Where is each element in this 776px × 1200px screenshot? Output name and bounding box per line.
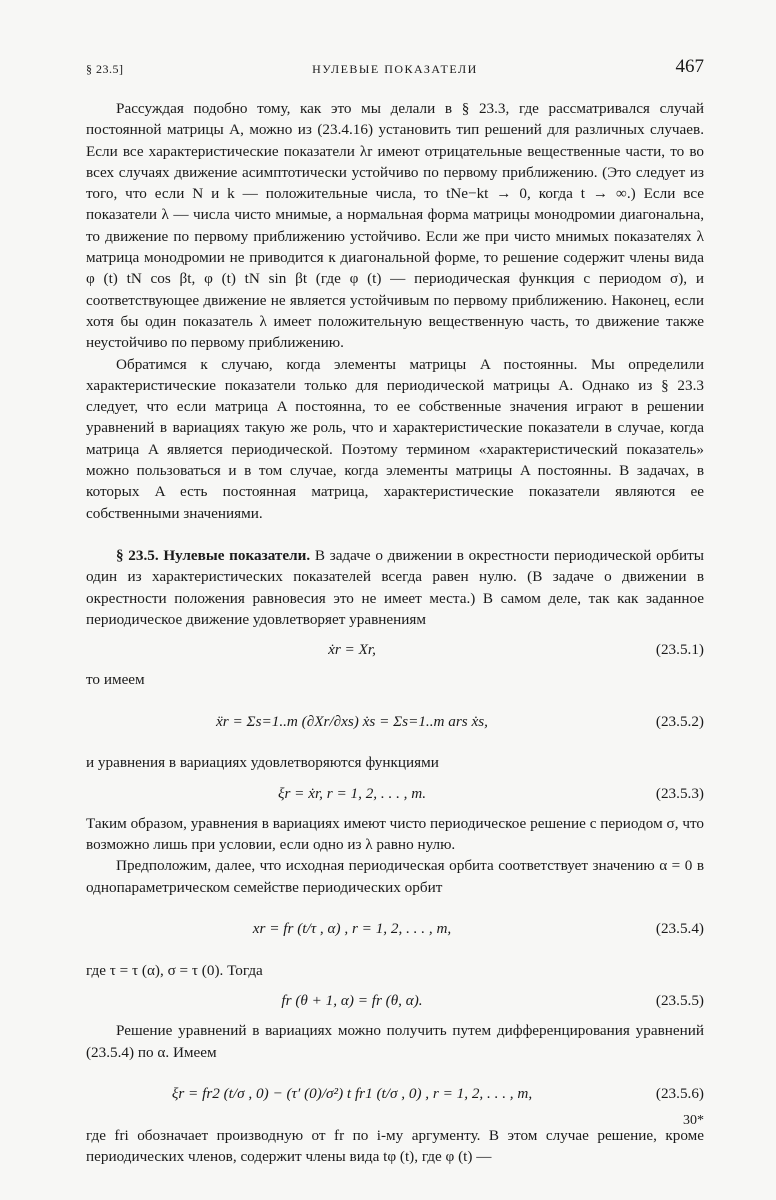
equation-number: (23.5.5) xyxy=(655,992,704,1010)
text-and-variations: и уравнения в вариациях удовлетворяются функциями xyxy=(86,754,439,772)
page-body xyxy=(86,98,704,1167)
equation-number: (23.5.1) xyxy=(655,640,704,658)
section-title: § 23.5. Нулевые показатели. xyxy=(116,546,311,564)
signature-mark: 30* xyxy=(683,1113,704,1128)
equation-body: ξr = fr2 (t/σ , 0) − (τ′ (0)/σ²) t fr1 (t/σ , 0) , r = 1, 2, . . . , m, xyxy=(171,1085,533,1103)
running-title: НУЛЕВЫЕ ПОКАЗАТЕЛИ xyxy=(312,62,478,76)
section-intro-text: В задаче о движении в окрестности периодической орбиты один из характеристических показателей всегда равен нулю. (В задаче о движении в окрестности положения равновесия это не имеет места.) В самом деле, так как заданное периодическое движение удовлетворяет уравнениям xyxy=(86,546,705,628)
paragraph-derivative-note: где fri обозначает производную от fr по i-му аргументу. В этом случае решение, кроме периодических членов, содержит члены вида tφ (t), где φ (t) — xyxy=(86,1126,704,1166)
equation-body: ξr = ẋr, r = 1, 2, . . . , m. xyxy=(277,784,427,802)
equation-23-5-3 xyxy=(86,776,704,811)
equation-23-5-5 xyxy=(86,983,704,1018)
equation-body: xr = fr (t/τ , α) , r = 1, 2, . . . , m, xyxy=(252,920,452,938)
equation-23-5-6 xyxy=(86,1065,704,1123)
paragraph-differentiation: Решение уравнений в вариациях можно получить путем дифференцирования уравнений (23.5.4) по α. Имеем xyxy=(86,1022,704,1061)
equation-body: fr (θ + 1, α) = fr (θ, α). xyxy=(281,992,423,1010)
section-reference: § 23.5] xyxy=(86,62,124,76)
equation-23-5-1 xyxy=(86,632,704,667)
equation-23-5-2 xyxy=(86,692,704,750)
equation-number: (23.5.3) xyxy=(655,784,704,802)
paragraph-constant-matrix: Обратимся к случаю, когда элементы матрицы A постоянны. Мы определили характеристические показатели только для периодической матрицы A. Однако из § 23.3 следует, что если матрица A постоянна, то ее собственные значения играют в решении уравнений в вариациях такую же роль, что и характеристические показатели в случае, когда матрица A является периодической. Поэтому термином «характеристический показатель» можно пользоваться и в том случае, когда элементы матрицы A постоянны. В задачах, в которых A есть постоянная матрица, характеристические показатели являются ее собственными значениями. xyxy=(86,355,704,522)
equation-number: (23.5.6) xyxy=(655,1085,704,1103)
paragraph-stability-cases: Рассуждая подобно тому, как это мы делали в § 23.3, где рассматривался случай постоянной матрицы A, можно из (23.4.16) установить тип решений для различных случаев. Если все характеристические показатели λr имеют отрицательные вещественные части, то во всех случаях движение асимптотически устойчиво по первому приближению. (Это следует из того, что если N и k — положительные числа, то tNe−kt → 0, когда t → ∞.) Если все показатели λ — числа чисто мнимые, а нормальная форма матрицы монодромии диагональна, то движение по первому приближению устойчиво. Если же при чисто мнимых показателях λ матрица монодромии не приводится к диагональной форме, то решение содержит члены вида φ (t) tN cos βt, φ (t) tN sin βt (где φ (t) — периодическая функция с периодом σ), и соответствующее движение не является устойчивым по первому приближению. Наконец, если хотя бы один показатель λ имеет положительную вещественную часть, то движение также неустойчиво по первому приближению. xyxy=(86,100,704,352)
equation-number: (23.5.4) xyxy=(655,920,704,938)
paragraph-suppose-family: Предположим, далее, что исходная периодическая орбита соответствует значению α = 0 в однопараметрическом семействе периодических орбит xyxy=(86,857,704,896)
equation-body: ẋr = Xr, xyxy=(328,640,376,658)
text-where-tau: где τ = τ (α), σ = τ (0). Тогда xyxy=(86,961,263,979)
page-number: 467 xyxy=(675,56,704,77)
text-then-we-have: то имеем xyxy=(86,671,145,689)
paragraph-periodic-solution: Таким образом, уравнения в вариациях имеют чисто периодическое решение с периодом σ, что возможно лишь при условии, если одно из λ равно нулю. xyxy=(86,814,704,854)
page-header xyxy=(86,58,704,82)
equation-body: ẍr = Σs=1..m (∂Xr/∂xs) ẋs = Σs=1..m ars ẋs, xyxy=(216,712,488,730)
section-23-5-intro xyxy=(86,545,704,630)
equation-number: (23.5.2) xyxy=(655,712,704,730)
equation-23-5-4 xyxy=(86,900,704,958)
